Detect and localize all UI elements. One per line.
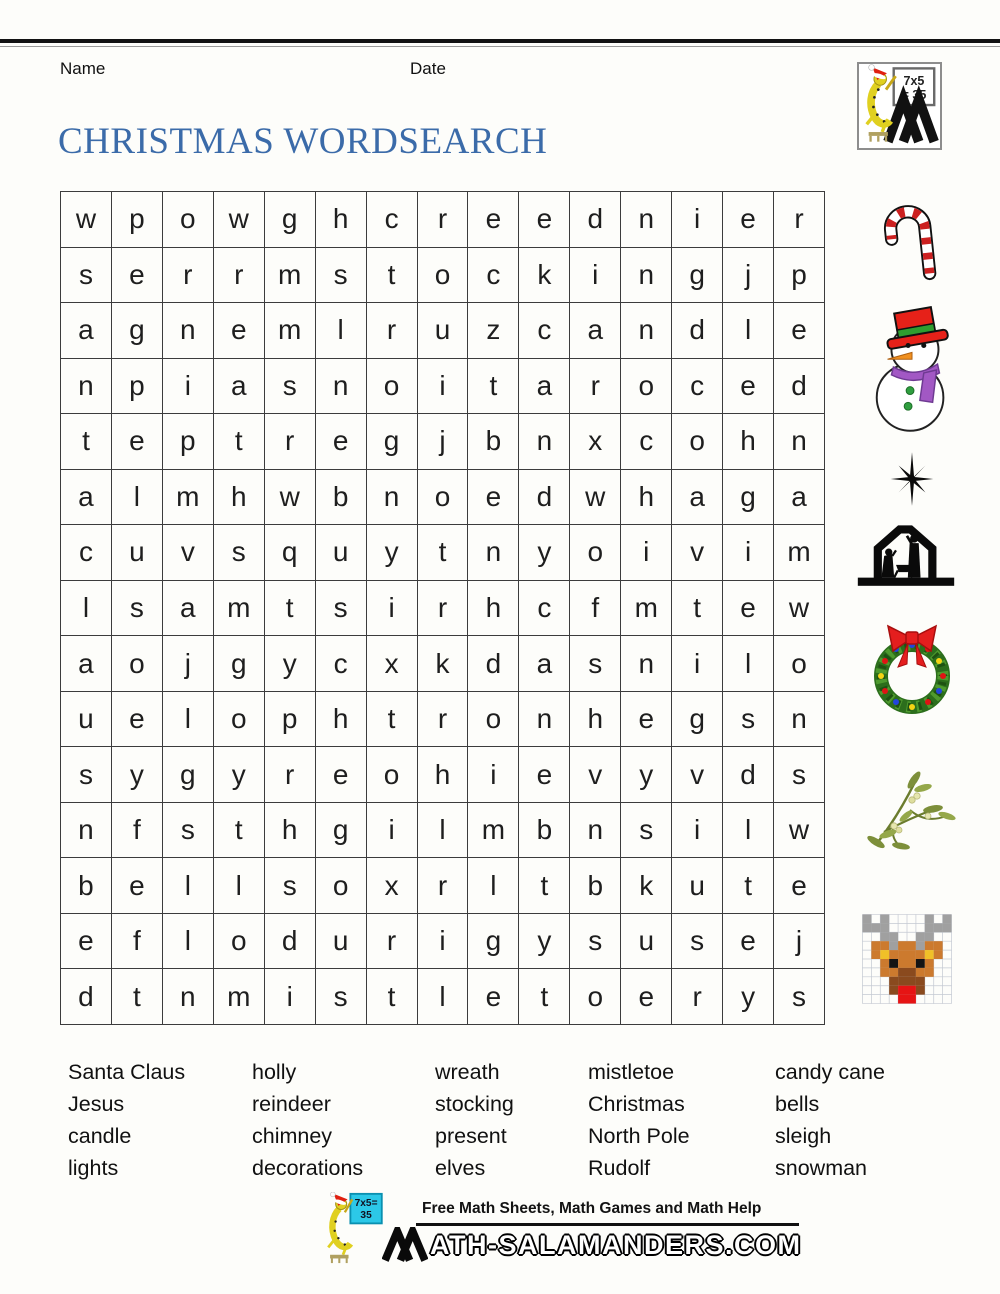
- grid-cell: e: [519, 192, 570, 248]
- footer-text: [388, 1192, 801, 1261]
- grid-cell: r: [367, 303, 418, 359]
- page-title: CHRISTMAS WORDSEARCH: [58, 121, 548, 162]
- grid-cell: d: [570, 192, 621, 248]
- grid-cell: m: [265, 248, 316, 304]
- wreath-icon: [862, 620, 962, 720]
- grid-cell: s: [316, 248, 367, 304]
- grid-cell: z: [468, 303, 519, 359]
- grid-cell: i: [265, 969, 316, 1025]
- grid-cell: g: [723, 470, 774, 526]
- grid-cell: w: [774, 581, 825, 637]
- footer-board-line2: 35: [360, 1209, 372, 1221]
- grid-cell: r: [367, 914, 418, 970]
- grid-cell: j: [774, 914, 825, 970]
- star-icon: [884, 448, 940, 510]
- grid-cell: e: [468, 969, 519, 1025]
- grid-cell: i: [672, 803, 723, 859]
- grid-cell: l: [723, 803, 774, 859]
- word-item: lights: [68, 1155, 119, 1180]
- grid-cell: e: [723, 192, 774, 248]
- word-item: decorations: [252, 1155, 364, 1180]
- grid-cell: e: [112, 414, 163, 470]
- grid-cell: y: [621, 747, 672, 803]
- grid-cell: u: [112, 525, 163, 581]
- word-column: [252, 1057, 363, 1185]
- grid-cell: w: [774, 803, 825, 859]
- top-rule: [0, 39, 1000, 43]
- grid-cell: k: [621, 858, 672, 914]
- logo-board-line2: = 35: [901, 88, 927, 103]
- grid-cell: n: [621, 248, 672, 304]
- grid-cell: m: [621, 581, 672, 637]
- word-item: stocking: [435, 1091, 514, 1116]
- grid-cell: d: [519, 470, 570, 526]
- snowman-icon: [864, 306, 962, 434]
- grid-cell: t: [672, 581, 723, 637]
- grid-cell: l: [723, 303, 774, 359]
- grid-cell: k: [418, 636, 469, 692]
- grid-cell: s: [621, 803, 672, 859]
- grid-cell: n: [774, 692, 825, 748]
- grid-cell: a: [519, 359, 570, 415]
- site-logo-box: [857, 62, 942, 150]
- grid-cell: o: [570, 525, 621, 581]
- grid-cell: d: [774, 359, 825, 415]
- grid-cell: o: [774, 636, 825, 692]
- grid-cell: b: [468, 414, 519, 470]
- reindeer-icon: [858, 898, 956, 1020]
- grid-cell: f: [112, 803, 163, 859]
- word-item: candy cane: [775, 1060, 885, 1084]
- grid-cell: n: [519, 414, 570, 470]
- grid-cell: e: [316, 747, 367, 803]
- grid-cell: h: [621, 470, 672, 526]
- grid-cell: a: [61, 303, 112, 359]
- word-item: holly: [252, 1060, 297, 1084]
- grid-cell: a: [774, 470, 825, 526]
- grid-cell: s: [316, 969, 367, 1025]
- grid-cell: u: [61, 692, 112, 748]
- grid-cell: h: [468, 581, 519, 637]
- grid-cell: w: [214, 192, 265, 248]
- grid-cell: g: [316, 803, 367, 859]
- grid-cell: r: [418, 858, 469, 914]
- grid-cell: f: [570, 581, 621, 637]
- wordsearch-grid: [60, 191, 825, 1025]
- candy-cane-icon: [872, 192, 942, 287]
- grid-cell: h: [214, 470, 265, 526]
- grid-cell: e: [519, 747, 570, 803]
- grid-cell: u: [621, 914, 672, 970]
- grid-cell: e: [61, 914, 112, 970]
- grid-cell: i: [418, 359, 469, 415]
- grid-cell: a: [570, 303, 621, 359]
- grid-cell: n: [519, 692, 570, 748]
- grid-cell: o: [672, 414, 723, 470]
- grid-cell: s: [672, 914, 723, 970]
- grid-cell: y: [367, 525, 418, 581]
- grid-cell: l: [163, 692, 214, 748]
- grid-cell: i: [672, 192, 723, 248]
- grid-cell: o: [214, 692, 265, 748]
- grid-cell: s: [316, 581, 367, 637]
- grid-cell: c: [468, 248, 519, 304]
- grid-cell: s: [265, 359, 316, 415]
- grid-cell: a: [214, 359, 265, 415]
- grid-cell: i: [367, 803, 418, 859]
- grid-cell: e: [621, 969, 672, 1025]
- grid-cell: o: [163, 192, 214, 248]
- word-item: North Pole: [588, 1123, 690, 1148]
- word-column: [775, 1057, 885, 1185]
- grid-cell: g: [367, 414, 418, 470]
- grid-cell: m: [468, 803, 519, 859]
- logo-board-line1: 7x5: [903, 73, 925, 88]
- grid-cell: s: [570, 636, 621, 692]
- grid-cell: d: [672, 303, 723, 359]
- word-item: elves: [435, 1155, 486, 1180]
- grid-cell: o: [468, 692, 519, 748]
- grid-cell: n: [621, 192, 672, 248]
- grid-cell: j: [723, 248, 774, 304]
- grid-cell: k: [519, 248, 570, 304]
- grid-cell: i: [163, 359, 214, 415]
- grid-cell: h: [570, 692, 621, 748]
- word-column: [435, 1057, 514, 1185]
- grid-cell: e: [468, 470, 519, 526]
- grid-cell: t: [265, 581, 316, 637]
- grid-cell: x: [367, 858, 418, 914]
- word-item: snowman: [775, 1155, 868, 1180]
- grid-cell: v: [570, 747, 621, 803]
- grid-cell: g: [468, 914, 519, 970]
- grid-cell: n: [61, 359, 112, 415]
- grid-cell: g: [672, 248, 723, 304]
- word-item: reindeer: [252, 1091, 331, 1116]
- word-item: wreath: [435, 1060, 500, 1084]
- grid-cell: i: [672, 636, 723, 692]
- grid-cell: c: [61, 525, 112, 581]
- grid-cell: s: [214, 525, 265, 581]
- grid-cell: s: [723, 692, 774, 748]
- name-label: Name: [60, 59, 106, 78]
- grid-cell: m: [265, 303, 316, 359]
- grid-cell: e: [723, 914, 774, 970]
- grid-cell: p: [112, 192, 163, 248]
- grid-cell: o: [418, 248, 469, 304]
- word-item: mistletoe: [588, 1060, 675, 1084]
- grid-cell: v: [163, 525, 214, 581]
- grid-cell: t: [214, 414, 265, 470]
- grid-cell: m: [774, 525, 825, 581]
- grid-cell: p: [774, 248, 825, 304]
- grid-cell: l: [214, 858, 265, 914]
- footer: [322, 1192, 801, 1264]
- grid-cell: x: [570, 414, 621, 470]
- grid-cell: n: [621, 303, 672, 359]
- grid-cell: b: [519, 803, 570, 859]
- word-item: chimney: [252, 1123, 333, 1148]
- word-item: Christmas: [588, 1091, 685, 1116]
- grid-cell: e: [214, 303, 265, 359]
- grid-cell: b: [570, 858, 621, 914]
- grid-cell: u: [316, 525, 367, 581]
- grid-cell: e: [621, 692, 672, 748]
- grid-cell: n: [367, 470, 418, 526]
- grid-cell: t: [61, 414, 112, 470]
- grid-cell: w: [570, 470, 621, 526]
- grid-cell: l: [163, 858, 214, 914]
- grid-cell: s: [774, 747, 825, 803]
- grid-cell: t: [723, 858, 774, 914]
- grid-cell: r: [265, 747, 316, 803]
- grid-cell: s: [163, 803, 214, 859]
- grid-cell: n: [61, 803, 112, 859]
- grid-cell: s: [774, 969, 825, 1025]
- grid-cell: t: [112, 969, 163, 1025]
- grid-cell: a: [519, 636, 570, 692]
- word-item: Jesus: [68, 1091, 125, 1116]
- grid-cell: o: [570, 969, 621, 1025]
- grid-cell: m: [163, 470, 214, 526]
- grid-cell: h: [418, 747, 469, 803]
- grid-cell: t: [519, 969, 570, 1025]
- grid-cell: h: [316, 692, 367, 748]
- grid-cell: u: [316, 914, 367, 970]
- grid-cell: h: [265, 803, 316, 859]
- grid-cell: d: [61, 969, 112, 1025]
- grid-cell: g: [112, 303, 163, 359]
- grid-cell: y: [519, 914, 570, 970]
- grid-cell: y: [214, 747, 265, 803]
- grid-cell: o: [367, 747, 418, 803]
- word-item: bells: [775, 1091, 820, 1116]
- grid-cell: g: [672, 692, 723, 748]
- grid-cell: c: [519, 581, 570, 637]
- grid-cell: a: [61, 470, 112, 526]
- grid-cell: s: [112, 581, 163, 637]
- grid-cell: s: [61, 747, 112, 803]
- grid-cell: t: [418, 525, 469, 581]
- grid-cell: r: [163, 248, 214, 304]
- grid-cell: v: [672, 747, 723, 803]
- grid-cell: o: [214, 914, 265, 970]
- footer-tagline: Free Math Sheets, Math Games and Math Help: [422, 1200, 762, 1217]
- footer-board-line1: 7x5=: [354, 1197, 378, 1209]
- grid-cell: n: [468, 525, 519, 581]
- grid-cell: l: [418, 803, 469, 859]
- grid-cell: t: [214, 803, 265, 859]
- grid-cell: r: [570, 359, 621, 415]
- grid-cell: i: [723, 525, 774, 581]
- grid-cell: l: [316, 303, 367, 359]
- grid-cell: f: [112, 914, 163, 970]
- grid-cell: n: [774, 414, 825, 470]
- grid-cell: t: [519, 858, 570, 914]
- grid-cell: d: [265, 914, 316, 970]
- grid-cell: m: [214, 969, 265, 1025]
- grid-cell: p: [265, 692, 316, 748]
- grid-cell: u: [672, 858, 723, 914]
- word-item: Santa Claus: [68, 1060, 186, 1084]
- word-item: Rudolf: [588, 1155, 651, 1180]
- grid-cell: r: [418, 192, 469, 248]
- grid-cell: p: [163, 414, 214, 470]
- grid-cell: d: [723, 747, 774, 803]
- grid-cell: l: [112, 470, 163, 526]
- grid-cell: j: [163, 636, 214, 692]
- grid-cell: p: [112, 359, 163, 415]
- word-item: candle: [68, 1123, 132, 1148]
- grid-cell: c: [367, 192, 418, 248]
- word-item: sleigh: [775, 1123, 832, 1148]
- grid-cell: l: [418, 969, 469, 1025]
- grid-cell: r: [418, 581, 469, 637]
- grid-cell: i: [621, 525, 672, 581]
- grid-cell: r: [214, 248, 265, 304]
- grid-cell: r: [418, 692, 469, 748]
- top-rule-thin: [0, 46, 1000, 47]
- grid-cell: h: [316, 192, 367, 248]
- grid-cell: m: [214, 581, 265, 637]
- word-list: [0, 1057, 1000, 1197]
- grid-cell: o: [621, 359, 672, 415]
- grid-cell: u: [418, 303, 469, 359]
- grid-cell: a: [163, 581, 214, 637]
- grid-cell: y: [265, 636, 316, 692]
- grid-cell: g: [265, 192, 316, 248]
- grid-cell: i: [570, 248, 621, 304]
- grid-cell: y: [723, 969, 774, 1025]
- grid-cell: a: [61, 636, 112, 692]
- date-label: Date: [410, 59, 446, 78]
- grid-cell: g: [214, 636, 265, 692]
- grid-cell: i: [367, 581, 418, 637]
- grid-cell: t: [468, 359, 519, 415]
- grid-cell: n: [163, 969, 214, 1025]
- grid-cell: y: [112, 747, 163, 803]
- footer-site-name: ATH-SALAMANDERS.COM: [430, 1230, 802, 1260]
- grid-cell: l: [61, 581, 112, 637]
- grid-cell: q: [265, 525, 316, 581]
- grid-cell: y: [519, 525, 570, 581]
- grid-cell: n: [316, 359, 367, 415]
- grid-cell: e: [723, 359, 774, 415]
- grid-cell: r: [774, 192, 825, 248]
- grid-cell: c: [316, 636, 367, 692]
- nativity-scene-icon: [856, 514, 956, 594]
- grid-cell: d: [468, 636, 519, 692]
- footer-site-line: [388, 1227, 801, 1261]
- grid-cell: o: [418, 470, 469, 526]
- grid-cell: e: [316, 414, 367, 470]
- grid-cell: s: [570, 914, 621, 970]
- grid-cell: g: [163, 747, 214, 803]
- grid-cell: n: [163, 303, 214, 359]
- grid-cell: x: [367, 636, 418, 692]
- grid-cell: t: [367, 248, 418, 304]
- grid-cell: h: [723, 414, 774, 470]
- grid-cell: e: [774, 303, 825, 359]
- grid-cell: v: [672, 525, 723, 581]
- grid-cell: b: [61, 858, 112, 914]
- grid-cell: l: [468, 858, 519, 914]
- grid-cell: t: [367, 969, 418, 1025]
- word-column: [588, 1057, 690, 1185]
- grid-cell: j: [418, 414, 469, 470]
- grid-cell: a: [672, 470, 723, 526]
- footer-rule: [416, 1223, 799, 1226]
- footer-m-icon: [382, 1227, 428, 1263]
- grid-cell: i: [468, 747, 519, 803]
- footer-salamander-icon: [322, 1192, 388, 1264]
- grid-cell: c: [672, 359, 723, 415]
- grid-cell: s: [61, 248, 112, 304]
- grid-cell: s: [265, 858, 316, 914]
- word-item: present: [435, 1123, 507, 1148]
- grid-cell: w: [265, 470, 316, 526]
- grid-cell: e: [723, 581, 774, 637]
- grid-cell: l: [723, 636, 774, 692]
- grid-cell: r: [672, 969, 723, 1025]
- grid-cell: t: [367, 692, 418, 748]
- grid-cell: r: [265, 414, 316, 470]
- grid-cell: e: [112, 248, 163, 304]
- grid-cell: o: [112, 636, 163, 692]
- math-salamander-logo-icon: [859, 64, 940, 148]
- word-column: [68, 1057, 185, 1185]
- grid-cell: e: [468, 192, 519, 248]
- grid-cell: o: [316, 858, 367, 914]
- grid-cell: l: [163, 914, 214, 970]
- grid-cell: c: [621, 414, 672, 470]
- grid-cell: b: [316, 470, 367, 526]
- grid-cell: w: [61, 192, 112, 248]
- mistletoe-icon: [860, 752, 960, 856]
- grid-cell: e: [774, 858, 825, 914]
- grid-cell: e: [112, 692, 163, 748]
- grid-cell: n: [570, 803, 621, 859]
- grid-cell: e: [112, 858, 163, 914]
- grid-cell: o: [367, 359, 418, 415]
- grid-cell: c: [519, 303, 570, 359]
- grid-cell: i: [418, 914, 469, 970]
- grid-cell: n: [621, 636, 672, 692]
